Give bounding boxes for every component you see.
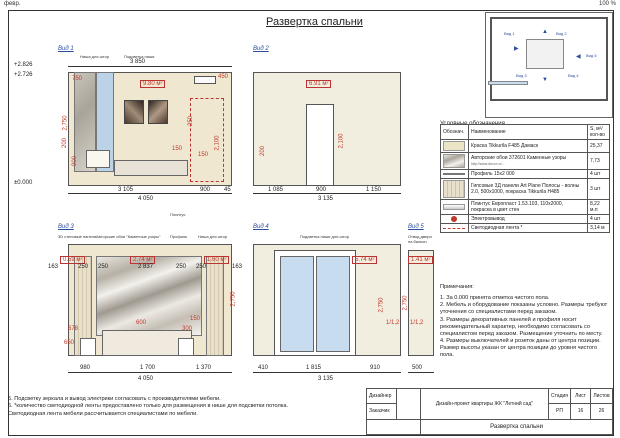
view-5-label: Вид 5 xyxy=(408,224,424,230)
v2-area: 6.91 м² xyxy=(306,80,331,88)
v1-mark-1: +2.826 xyxy=(14,62,33,68)
v3-dim-b4: 4 050 xyxy=(138,376,154,382)
legend-title: Условные обозначения xyxy=(440,121,505,127)
v3-dm-2: 250 xyxy=(78,264,89,270)
view-1-label: Вид 1 xyxy=(58,46,74,52)
v1-mark-2: +2.726 xyxy=(14,72,33,78)
v5-red-1: 1/1,2 xyxy=(410,320,424,326)
legend-name-text: Авторские обои 372601 Каменные узоры xyxy=(471,155,567,161)
v1-art-1 xyxy=(124,100,144,124)
v3-dm-1: 163 xyxy=(48,264,59,270)
legend-head-qty: S, м²/кол-во xyxy=(588,125,610,140)
v4-dim-b4: 3 135 xyxy=(318,376,334,382)
v1-bed xyxy=(114,160,188,176)
stamp-role-designer: Дизайнер xyxy=(367,389,397,404)
stamp-empty xyxy=(397,389,421,420)
plan-label-3: Вид 3 xyxy=(516,73,527,78)
v4-dim-line xyxy=(253,372,401,373)
note-item: Размер высоты указан от центра позиции до уровня чистого пола. xyxy=(440,345,598,359)
v4-dim-b2: 1 815 xyxy=(306,365,322,371)
stamp-blank xyxy=(367,419,421,434)
plan-bed xyxy=(526,39,564,69)
legend-qty: 3,14 м xyxy=(588,224,610,233)
v1-dim-line-top xyxy=(68,66,232,67)
v1-dim-b2: 900 xyxy=(200,187,211,193)
v3-dm-6: 250 xyxy=(196,264,207,270)
legend-name: Гипсовые 3Д панели Art Plane Полосы - волны 2.0, 500х1000, покраска Tikkurila H485 xyxy=(469,179,588,200)
v4-glass-left xyxy=(280,256,314,352)
arrow-up-icon: ▲ xyxy=(542,29,548,35)
legend-qty: 7,73 xyxy=(588,153,610,170)
v4-area: 5.74 м² xyxy=(352,256,377,264)
v1-red-4: 900 xyxy=(72,155,79,167)
v1-red-1: 750 xyxy=(72,76,83,82)
legend-name: Электровывод xyxy=(469,215,588,224)
v1-ac-unit xyxy=(194,76,216,84)
v1-dim-top: 3 850 xyxy=(130,59,146,65)
legend-row xyxy=(441,140,610,153)
v1-dim-b1: 3 105 xyxy=(118,187,134,193)
note-item: 4. Размеры выключателей и розеток даны от центра позиции. xyxy=(440,338,601,345)
v3-dim-line xyxy=(68,372,232,373)
stamp-sheets: 26 xyxy=(591,404,613,419)
status-bar xyxy=(0,0,620,10)
v3-dim-b3: 1 370 xyxy=(196,365,212,371)
v3-red-2: 678 xyxy=(68,326,79,332)
arrow-right-icon: ▶ xyxy=(514,46,519,52)
legend-row xyxy=(441,215,610,224)
legend-swatch xyxy=(441,153,469,170)
v3-ann-niche: Ниша для штор xyxy=(198,234,228,239)
plan-label-2: Вид 2 xyxy=(556,31,567,36)
legend-qty: 4 шт xyxy=(588,215,610,224)
v3-nightstand-right xyxy=(178,338,194,356)
v5-wall xyxy=(408,250,434,356)
v3-area-2: 2.74 м² xyxy=(130,256,155,264)
v1-red-8: 150 xyxy=(198,152,209,158)
plan-label-1: Вид 1 xyxy=(504,31,515,36)
legend-name: Профиль 15х2 000 xyxy=(469,170,588,179)
v3-ann-panels: 3D стеновые панели xyxy=(58,234,97,239)
notes-title: Примечания: xyxy=(440,284,474,290)
v1-red-6: 250 xyxy=(188,115,195,127)
v1-ann-plinth: Плинтус xyxy=(170,212,186,217)
v3-red-4: 300 xyxy=(182,326,193,332)
legend-swatch xyxy=(441,224,469,233)
footnotes xyxy=(8,396,368,418)
stamp-sheet-title: Развертка спальни xyxy=(421,419,613,434)
legend-qty: 3 шт xyxy=(588,179,610,200)
legend-name xyxy=(469,153,588,170)
v2-dim-b2: 900 xyxy=(316,187,327,193)
v5-ann-door: Отвод двери на балкон xyxy=(408,234,432,244)
v3-nightstand-left xyxy=(80,338,96,356)
view-3-label: Вид 3 xyxy=(58,224,74,230)
v2-door xyxy=(306,104,334,186)
v2-red-2: 200 xyxy=(260,145,267,157)
v3-dm-3: 250 xyxy=(98,264,109,270)
v3-3d-panels-right xyxy=(206,256,224,356)
note-item: 1. За 0.000 принята отметка чистого пола. xyxy=(440,295,550,302)
legend-row xyxy=(441,179,610,200)
plan-label-5: Вид 5 xyxy=(586,53,597,58)
v2-dim-b1: 1 085 xyxy=(268,187,284,193)
arrow-left-icon: ◀ xyxy=(576,54,581,60)
battery-indicator: 100 % xyxy=(598,1,616,7)
legend-swatch xyxy=(441,140,469,153)
v3-red-6: 600 xyxy=(136,320,147,326)
arrow-down-icon: ▼ xyxy=(542,77,548,83)
v5-dim-b1: 500 xyxy=(412,365,423,371)
legend-row xyxy=(441,200,610,215)
legend-header xyxy=(441,125,610,140)
v4-dim-b3: 910 xyxy=(370,365,381,371)
legend-swatch xyxy=(441,215,469,224)
stamp-stage: РП xyxy=(548,404,570,419)
v1-ann-curtain-niche: Ниша для штор xyxy=(80,54,110,59)
legend-qty: 8,22 м.п xyxy=(588,200,610,215)
v3-dm-4: 2 837 xyxy=(138,264,154,270)
v3-red-5: 150 xyxy=(190,316,201,322)
v2-red-1: 2,100 xyxy=(338,133,345,149)
footnote-item: 5. Подсветку зеркала и вывод электрики согласовать с производителями мебели. xyxy=(8,396,221,402)
footnote-item: 6. *количество светодиодной ленты предоставлено только для размещения в нише для подсветки потолка. xyxy=(8,403,289,410)
v1-red-2: 2,750 xyxy=(62,115,69,131)
v2-dim-line xyxy=(253,193,401,194)
v5-area: 1.41 м² xyxy=(408,256,433,264)
v1-dim-line-bottom xyxy=(68,193,232,194)
floor-plan xyxy=(485,12,613,118)
note-item: 2. Мебель и оборудование показаны условно. Размеры требуют уточнения со специалистами перед заказом. xyxy=(440,302,608,316)
v4-ann-niche: Подсветка ниши для штор xyxy=(300,234,349,239)
stamp-head-sheet: Лист xyxy=(571,389,591,404)
legend-table xyxy=(440,124,610,280)
legend-name: Плинтус Европласт 1.53.103, 110х2000, покраска в цвет стен xyxy=(469,200,588,215)
title-block xyxy=(366,388,613,435)
legend-row xyxy=(441,224,610,233)
v2-dim-b4: 3 135 xyxy=(318,196,334,202)
v5-red-2: 2,750 xyxy=(402,295,409,311)
v1-dim-b4: 4 050 xyxy=(138,196,154,202)
v2-dim-b3: 1 150 xyxy=(366,187,382,193)
v1-dim-b3: 45 xyxy=(224,187,231,193)
v4-dim-b1: 410 xyxy=(258,365,269,371)
plan-label-4: Вид 4 xyxy=(568,73,579,78)
legend-qty: 25,37 xyxy=(588,140,610,153)
notes-block xyxy=(440,284,610,360)
stamp-project: Дизайн-проект квартиры ЖК "Летний сад" xyxy=(421,389,549,420)
view-4-label: Вид 4 xyxy=(253,224,269,230)
plan-window xyxy=(488,81,528,85)
v1-dresser xyxy=(86,150,110,168)
v1-mark-3: ±0.000 xyxy=(14,180,33,186)
v4-red-1: 2,750 xyxy=(378,297,385,313)
status-time: февр. xyxy=(4,1,21,7)
v3-red-3: 650 xyxy=(64,340,75,346)
legend-head-symbol: Обознач. xyxy=(441,125,469,140)
legend-row xyxy=(441,153,610,170)
stamp-role-client: Заказчик xyxy=(367,404,397,419)
v3-dm-5: 250 xyxy=(176,264,187,270)
v5-dim-line xyxy=(408,372,434,373)
v3-dim-b2: 1 700 xyxy=(140,365,156,371)
legend-name: Светодиодная лента * xyxy=(469,224,588,233)
v3-dim-b1: 980 xyxy=(80,365,91,371)
v3-area-3: 1.60 м² xyxy=(204,256,229,264)
stamp-head-stage: Стадия xyxy=(548,389,570,404)
legend-name: Краска Tikkurila F485 Дамаск xyxy=(469,140,588,153)
legend-swatch xyxy=(441,179,469,200)
footnote-item: Светодиодная лента мебели рассчитывается специалистами по мебели. xyxy=(8,410,198,417)
legend-head-name: Наименование xyxy=(469,125,588,140)
legend-swatch xyxy=(441,200,469,215)
v1-red-3: 150 xyxy=(172,146,183,152)
v3-ann-profile: Профиль xyxy=(170,234,188,239)
v4-glass-right xyxy=(316,256,350,352)
v1-area: 9.80 м² xyxy=(140,80,165,88)
note-item: 3. Размеры декоративных панелей и профиля носит рекомендательный характер, необходимо согласовать со специалистом перед заказом. Размещение уточнить по месту. xyxy=(440,316,603,337)
stamp-sheet: 16 xyxy=(571,404,591,419)
socket-icon xyxy=(451,216,457,222)
view-2-label: Вид 2 xyxy=(253,46,269,52)
legend-row xyxy=(441,170,610,179)
v1-ann-niche-light: Подсветка ниши xyxy=(124,54,155,59)
legend-swatch xyxy=(441,170,469,179)
legend-name-sub: http://www.decor.ru/... xyxy=(471,162,505,166)
v1-art-2 xyxy=(148,100,168,124)
v1-red-7: 2,100 xyxy=(214,135,221,151)
led-strip-icon xyxy=(443,228,465,229)
v1-red-9: 450 xyxy=(218,74,229,80)
v3-area-1: 0.59 м² xyxy=(60,256,85,264)
legend-qty: 4 шт xyxy=(588,170,610,179)
stamp-head-sheets: Листов xyxy=(591,389,613,404)
v1-red-5: 200 xyxy=(62,137,69,149)
page-title: Развертка спальни xyxy=(266,16,363,28)
v3-dm-7: 163 xyxy=(232,264,243,270)
v4-red-2: 1/1,2 xyxy=(386,320,400,326)
v3-ann-wallpaper: Авторские обои "Каменные узоры" xyxy=(96,234,161,239)
v3-red-1: 2,750 xyxy=(230,291,237,307)
